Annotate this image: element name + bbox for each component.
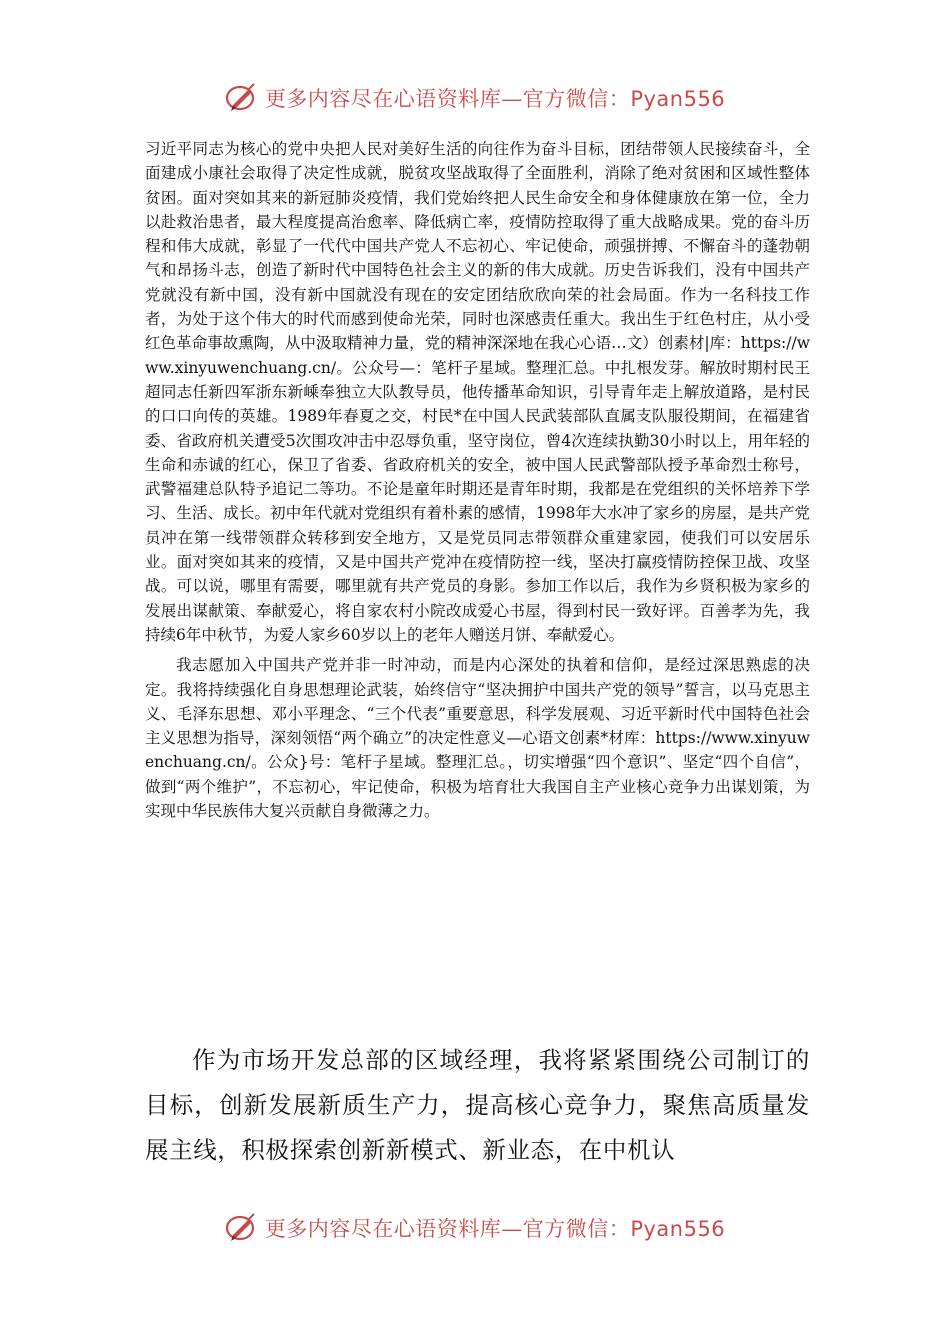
large-text-section [145, 1038, 810, 1173]
paragraph-1: 习近平同志为核心的党中央把人民对美好生活的向往作为奋斗目标，团结带领人民接续奋斗，全面建成小康社会取得了决定性成就，脱贫攻坚战取得了全面胜利，消除了绝对贫困和区域性整体贫困。面对突如其来的新冠肺炎疫情，我们党始终把人民生命安全和身体健康放在第一位，全力以赴救治患者，最大程度提高治愈率、降低病亡率，疫情防控取得了重大战略成果。党的奋斗历程和伟大成就，彰显了一代代中国共产党人不忘初心、牢记使命，顽强拼搏、不懈奋斗的蓬勃朝气和昂扬斗志，创造了新时代中国特色社会主义的新的伟大成就。历史告诉我们，没有中国共产党就没有新中国，没有新中国就没有现在的安定团结欣欣向荣的社会局面。作为一名科技工作者，为处于这个伟大的时代而感到使命光荣，同时也深感责任重大。我出生于红色村庄，从小受红色革命事故熏陶，从中汲取精神力量，党的精神深深地在我心心语…文）创素材|库：https://www.xinyuwenchuang.cn/。公众号—：笔杆子星域。整理汇总。中扎根发芽。解放时期村民王超同志任新四军浙东新嵊奉独立大队教导员，他传播革命知识，引导青年走上解放道路，是村民的口口向传的英雄。1989年春夏之交，村民*在中国人民武装部队直属支队服役期间，在福建省委、省政府机关遭受5次围攻冲击中忍辱负重，坚守岗位，曾4次连续执勤30小时以上，用年轻的生命和赤诚的红心，保卫了省委、省政府机关的安全，被中国人民武警部队授予革命烈士称号，武警福建总队特予追记二等功。不论是童年时期还是青年时期，我都是在党组织的关怀培养下学习、生活、成长。初中年代就对党组织有着朴素的感情，1998年大水冲了家乡的房屋，是共产党员冲在第一线带领群众转移到安全地方，又是党员同志带领群众重建家园，使我们可以安居乐业。面对突如其来的疫情，又是中国共产党冲在疫情防控一线，坚决打赢疫情防控保卫战、攻坚战。可以说，哪里有需要，哪里就有共产党员的身影。参加工作以后，我作为乡贤积极为家乡的发展出谋献策、奉献爱心，将自家农村小院改成爱心书屋，得到村民一致好评。百善孝为先，我持续6年中秋节，为爱人家乡60岁以上的老年人赠送月饼、奉献爱心。 [145, 140, 810, 644]
banner-text: 更多内容尽在心语资料库—官方微信：Pyan556 [264, 87, 726, 111]
wechat-id: Pyan556 [630, 87, 726, 111]
footer-banner [0, 1213, 950, 1243]
header-banner [0, 83, 950, 113]
paragraph-2: 我志愿加入中国共产党并非一时冲动，而是内心深处的执着和信仰，是经过深思熟虑的决定。我将持续强化自身思想理论武装，始终信守“坚决拥护中国共产党的领导”誓言，以马克思主义、毛泽东思想、邓小平理念、“三个代表”重要意思，科学发展观、习近平新时代中国特色社会主义思想为指导，深刻领悟“两个确立”的决定性意义—心语文创素*材库：https://www.xinyuwenchuang.cn/。公众}号：笔杆子星域。整理汇总。，切实增强“四个意识”、坚定“四个自信”，做到“两个维护”，不忘初心，牢记使命，积极为培育壮大我国自主产业核心竞争力出谋划策，为实现中华民族伟大复兴贡献自身微薄之力。 [145, 656, 810, 821]
pen-logo-icon [225, 83, 259, 113]
wechat-id: Pyan556 [630, 1217, 726, 1241]
pen-logo-icon [225, 1213, 259, 1243]
banner-text: 更多内容尽在心语资料库—官方微信：Pyan556 [264, 1217, 726, 1241]
document-body [145, 137, 810, 823]
paragraph-3: 作为市场开发总部的区域经理，我将紧紧围绕公司制订的目标，创新发展新质生产力，提高核心竞争力，聚焦高质量发展主线，积极探索创新新模式、新业态，在中机认 [145, 1046, 810, 1164]
